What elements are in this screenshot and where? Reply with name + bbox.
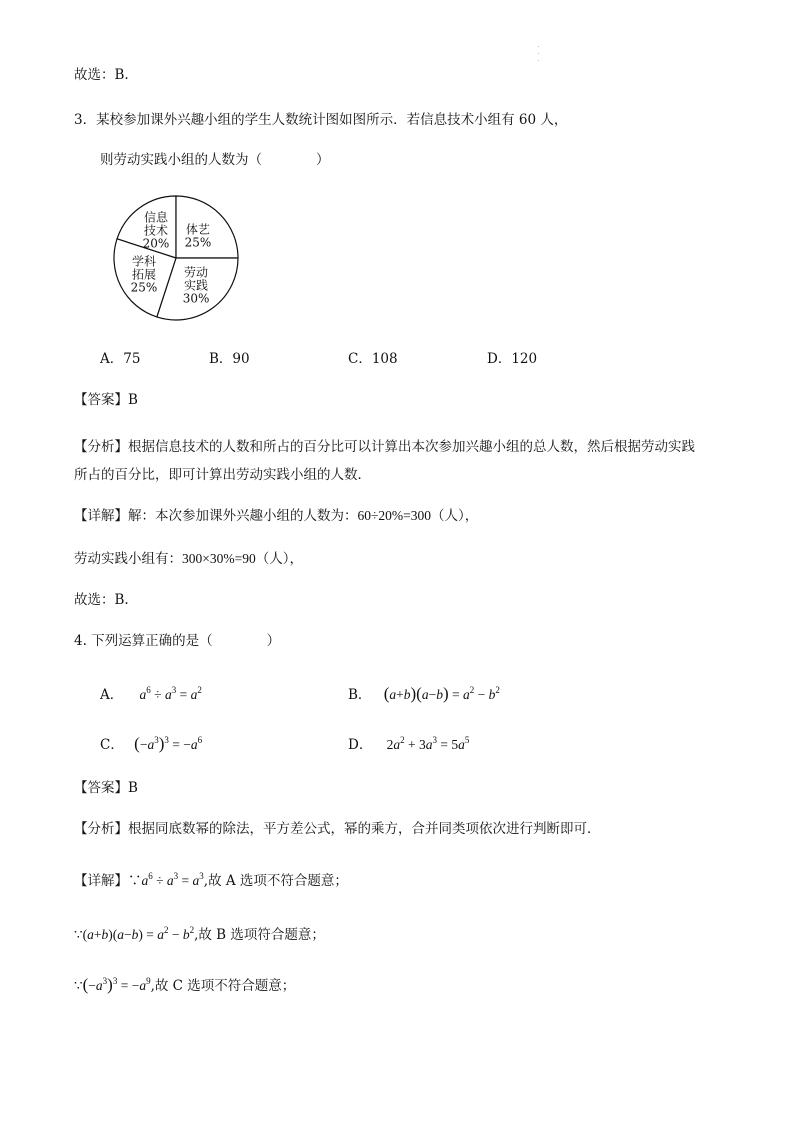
question-3-detail-line2 (74, 550, 303, 568)
choose-answer-line-2: 故选：B. (74, 592, 129, 608)
question-4-stem: 4. 下列运算正确的是（ ） (74, 633, 281, 649)
q4-option-b (348, 681, 500, 704)
option-d-letter: D． (487, 351, 512, 367)
option-a-value: 75 (123, 351, 141, 367)
pie-slice-label: 30% (182, 291, 210, 306)
question-3-detail (74, 507, 478, 525)
detail-expression: 300×30%=90 (182, 551, 256, 566)
detail-c-formula: $(-a^3)^3 = -a^9$ (82, 975, 151, 994)
pie-slice-label: 拓展 (131, 267, 156, 282)
pie-slice-label: 20% (142, 236, 170, 251)
detail-expression: 60÷20%=300 (357, 508, 432, 523)
pie-slice-label: 信息 (143, 210, 168, 225)
option-letter: D． (348, 737, 373, 753)
option-a-letter: A． (100, 351, 124, 367)
question-3-analysis: 【分析】根据信息技术的人数和所占的百分比可以计算出本次参加兴趣小组的总人数，然后根据劳动实践 (74, 439, 695, 455)
because-symbol: ∵ (128, 873, 142, 889)
option-c-value: 108 (371, 351, 398, 367)
pie-slice-label: 劳动 (184, 265, 209, 280)
formula-d: $2a^2 + 3a^3 = 5a^5$ (386, 735, 470, 752)
pie-chart (106, 188, 246, 328)
formula-b: $(a+b)(a-b) = a^2 - b^2$ (383, 684, 500, 703)
question-4-answer: 【答案】B (74, 780, 138, 796)
option-d (487, 350, 537, 368)
question-3-answer: 【答案】B (74, 392, 138, 408)
formula-a: $a^6 \div a^3 = a^2$ (139, 685, 202, 702)
pie-slice-label: 实践 (184, 278, 209, 293)
pie-slice-label: 25% (130, 280, 158, 295)
question-3-analysis-cont: 所占的百分比，即可计算出劳动实践小组的人数． (74, 467, 371, 483)
detail-a-text: ,故 A 选项不符合题意； (203, 873, 348, 889)
option-letter: A． (100, 687, 124, 703)
pie-slice-label: 25% (184, 235, 212, 250)
question-3-options (100, 350, 140, 368)
pie-slice-label: 技术 (143, 223, 168, 238)
question-4-detail-c (74, 972, 295, 995)
option-b-value: 90 (232, 351, 250, 367)
q4-option-a (100, 681, 202, 704)
q4-option-c (100, 731, 202, 754)
detail-b-text: ,故 B 选项符合题意； (194, 927, 325, 943)
question-4-detail-a (74, 867, 348, 890)
detail-text: 【详解】解：本次参加课外兴趣小组的人数为： (74, 508, 358, 524)
detail-b-formula: $(a+b)(a-b) = a^2 - b^2$ (82, 925, 195, 942)
question-4-detail-b (74, 921, 325, 944)
detail-text: 劳动实践小组有： (74, 551, 182, 567)
because-symbol: ∵ (74, 978, 83, 994)
option-c (348, 350, 398, 368)
option-letter: B． (348, 687, 372, 703)
formula-c: $(-a^3)^3 = -a^6$ (134, 734, 203, 753)
detail-label: 【详解】 (74, 873, 128, 889)
detail-a-formula: $a^6 \div a^3 = a^3$ (141, 871, 204, 888)
option-letter: C． (100, 737, 124, 753)
option-b-letter: B． (209, 351, 233, 367)
question-4-analysis: 【分析】根据同底数幂的除法，平方差公式，幂的乘方，合并同类项依次进行判断即可． (74, 821, 601, 837)
pie-slice-label: 体艺 (185, 222, 210, 237)
q4-option-d (348, 731, 469, 754)
option-b (209, 350, 250, 368)
detail-unit: （人）， (431, 508, 479, 524)
question-3-stem-cont: 则劳动实践小组的人数为（ ） (100, 152, 330, 168)
pie-slice-label: 学科 (131, 254, 156, 269)
question-3-stem: 3．某校参加课外兴趣小组的学生人数统计图如图所示．若信息技术小组有 60 人， (74, 112, 568, 128)
scan-artifact (538, 46, 542, 66)
detail-unit: （人）， (255, 551, 303, 567)
option-d-value: 120 (511, 351, 538, 367)
because-symbol: ∵ (74, 927, 83, 943)
choose-answer-line: 故选：B. (74, 67, 129, 83)
option-c-letter: C． (348, 351, 372, 367)
detail-c-text: ,故 C 选项不符合题意； (150, 978, 296, 994)
